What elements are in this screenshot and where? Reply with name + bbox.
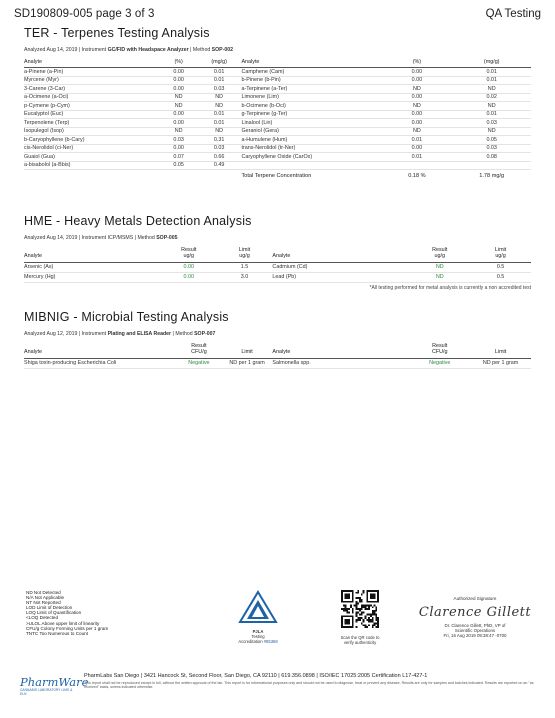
col-mg: (mg/g) xyxy=(199,57,240,68)
analyte-cell: Cadmium (Cd) xyxy=(272,262,409,272)
mg-cell: ND xyxy=(199,102,240,111)
col-limit: Limit xyxy=(222,341,273,358)
col-percent-2: (%) xyxy=(381,57,452,68)
analyte-cell: a-Ocimene (a-Oci) xyxy=(24,93,158,102)
method-label: Method xyxy=(192,47,211,53)
percent-cell xyxy=(381,161,452,170)
spacer-cell xyxy=(199,170,240,182)
mg-cell: 0.01 xyxy=(452,110,531,119)
analyte-cell: trans-Nerolidol (tr-Ner) xyxy=(239,144,381,153)
limit-cell: 3.0 xyxy=(217,272,273,282)
analyte-cell: b-Ocimene (b-Oci) xyxy=(239,102,381,111)
col-result-unit: ug/g xyxy=(434,253,445,260)
pjla-logo-icon xyxy=(238,590,278,624)
qr-code-icon[interactable] xyxy=(341,590,379,628)
microbial-section xyxy=(24,310,531,369)
col-result-label: Result xyxy=(181,247,197,253)
signer-name: Dr. Clarence Gillett, PhD, VP of xyxy=(444,623,506,628)
signature-timestamp: Fri, 16 Aug 2019 09:38:47 -0700 xyxy=(443,633,507,639)
col-limit xyxy=(217,245,273,262)
terpenes-instrument: GC/FID with Headspace Analyzer xyxy=(107,47,189,53)
lab-address: PharmLabs San Diego | 3421 Hancock St, Second Floor, San Diego, CA 92110 | 619.356.0898 | ISO/IEC 17025:2005 Certification L17-427-1 xyxy=(84,673,428,679)
qr-caption-1: Scan the QR code to xyxy=(340,635,380,640)
col-result-unit: CFU/g xyxy=(431,349,448,356)
col-analyte-2: Analyte xyxy=(239,57,381,68)
mg-cell: ND xyxy=(452,85,531,94)
qr-caption-2: verify authenticity xyxy=(343,640,377,645)
mg-cell: 0.01 xyxy=(452,76,531,85)
limit-cell: 0.5 xyxy=(470,272,531,282)
instrument-label: Instrument xyxy=(81,47,107,53)
col-result-label: Result xyxy=(191,343,207,349)
analyte-cell: Camphene (Cam) xyxy=(239,68,381,77)
analyte-cell: a-Pinene (a-Pin) xyxy=(24,68,158,77)
mg-cell: 0.49 xyxy=(199,161,240,170)
analyte-cell: Caryophyllene Oxide (CarOx) xyxy=(239,153,381,162)
page-header xyxy=(14,8,541,24)
signature-block xyxy=(415,596,535,639)
mg-cell: 0.03 xyxy=(452,144,531,153)
analyte-cell: b-Pinene (b-Pin) xyxy=(239,76,381,85)
col-result-2 xyxy=(409,341,470,358)
analyte-cell: p-Cymene (p-Cym) xyxy=(24,102,158,111)
legend-item: TNTC Too Numerous to Count xyxy=(26,630,88,636)
instrument-label: Instrument xyxy=(81,331,107,337)
analyte-cell: a-Humulene (Hum) xyxy=(239,136,381,145)
total-mg: 1.78 mg/g xyxy=(452,170,531,182)
analyte-cell: b-Caryophyllene (b-Cary) xyxy=(24,136,158,145)
percent-cell: 0.00 xyxy=(381,93,452,102)
instrument-label: Instrument xyxy=(81,235,107,241)
percent-cell: ND xyxy=(158,102,199,111)
signature-label: Authorized Signature xyxy=(453,596,497,601)
metals-table xyxy=(24,245,531,283)
legal-disclaimer: This report shall not be reproduced except in full, without the written approval of the lab. This report is for informational purposes only and should not be used to diagnose, treat or prevent any disease. Results are only for samples and batches indicated. Results are reported on an "as received" basis, unless indicated otherwise. xyxy=(84,681,534,690)
analyte-cell: Myrcene (Myr) xyxy=(24,76,158,85)
accreditation-label: Accreditation xyxy=(238,639,263,644)
analyte-cell xyxy=(239,161,381,170)
spacer-cell xyxy=(158,170,199,182)
metals-meta: Analyzed Aug 14, 2019 | Instrument ICP/MSMS | Method SOP-005 xyxy=(24,235,178,241)
legend-item: <LOQ Detected xyxy=(26,615,59,621)
table-row xyxy=(24,144,531,153)
percent-cell: ND xyxy=(158,93,199,102)
table-row xyxy=(24,93,531,102)
analyte-cell: Linalool (Lin) xyxy=(239,119,381,128)
col-result-label: Result xyxy=(432,247,448,253)
pjla-sub: Testing xyxy=(251,634,265,639)
percent-cell: ND xyxy=(381,102,452,111)
col-limit-label: Limit xyxy=(238,247,251,253)
percent-cell: ND xyxy=(381,127,452,136)
method-label: Method xyxy=(137,235,155,241)
logo-tagline: CANNABIS LABORATORY LIMS & ELN xyxy=(20,688,73,696)
abbreviation-legend xyxy=(26,590,108,636)
limit-cell: ND per 1 gram xyxy=(470,358,531,368)
table-header-row xyxy=(24,341,531,358)
analyte-cell: Geraniol (Gera) xyxy=(239,127,381,136)
analyte-cell: g-Terpinene (g-Ter) xyxy=(239,110,381,119)
terpenes-section xyxy=(24,26,531,182)
legend-item: NT Not Reported xyxy=(26,600,61,606)
col-analyte: Analyte xyxy=(24,245,161,262)
analyte-cell: Arsenic (As) xyxy=(24,262,161,272)
report-type: QA Testing xyxy=(485,8,541,20)
mg-cell: 0.05 xyxy=(452,136,531,145)
legend-item: >ULOL Above upper limit of linearity xyxy=(26,620,100,626)
percent-cell: 0.07 xyxy=(158,153,199,162)
table-row xyxy=(24,153,531,162)
percent-cell: ND xyxy=(158,127,199,136)
mg-cell: 0.01 xyxy=(199,76,240,85)
mg-cell xyxy=(452,161,531,170)
terpenes-method: SOP-002 xyxy=(211,47,234,53)
microbial-table xyxy=(24,341,531,369)
microbial-meta: Analyzed Aug 12, 2019 | Instrument Plating and ELISA Reader | Method SOP-007 xyxy=(24,331,216,337)
col-limit-2: Limit xyxy=(470,341,531,358)
mg-cell: 0.01 xyxy=(199,110,240,119)
table-row xyxy=(24,68,531,77)
legend-item: LOD Limit of Detection xyxy=(26,605,73,611)
result-cell: ND xyxy=(409,262,470,272)
mg-cell: 0.03 xyxy=(199,85,240,94)
metals-analyzed-date: Analyzed Aug 14, 2019 xyxy=(24,235,78,241)
percent-cell: 0.00 xyxy=(381,68,452,77)
metals-title: HME - Heavy Metals Detection Analysis xyxy=(24,214,252,228)
col-limit-2 xyxy=(470,245,531,262)
method-label: Method xyxy=(175,331,193,337)
microbial-method: SOP-007 xyxy=(194,331,216,337)
col-analyte: Analyte xyxy=(24,57,158,68)
limit-cell: ND per 1 gram xyxy=(222,358,273,368)
microbial-instrument: Plating and ELISA Reader xyxy=(107,331,172,337)
mg-cell: 0.01 xyxy=(452,68,531,77)
percent-cell: ND xyxy=(381,85,452,94)
analyte-cell: Lead (Pb) xyxy=(272,272,409,282)
mg-cell: 0.31 xyxy=(199,136,240,145)
percent-cell: 0.00 xyxy=(381,110,452,119)
mg-cell: 0.02 xyxy=(452,93,531,102)
analyte-cell: Shiga toxin-producing Escherichia Coli xyxy=(24,358,176,368)
mg-cell: 0.08 xyxy=(452,153,531,162)
col-percent: (%) xyxy=(158,57,199,68)
result-cell: 0.00 xyxy=(161,262,217,272)
mg-cell: ND xyxy=(199,127,240,136)
col-result-unit: CFU/g xyxy=(191,349,207,356)
percent-cell: 0.00 xyxy=(158,68,199,77)
table-row xyxy=(24,161,531,170)
terpenes-analyzed-date: Analyzed Aug 14, 2019 xyxy=(24,47,78,53)
legend-item: LOQ Limit of Quantification xyxy=(26,610,82,616)
handwritten-signature: Clarence Gillett xyxy=(418,605,532,620)
pharmware-logo xyxy=(20,675,89,696)
page-footer xyxy=(20,670,537,698)
analyte-cell: Limonene (Lim) xyxy=(239,93,381,102)
table-row xyxy=(24,85,531,94)
col-result xyxy=(161,245,217,262)
terpenes-table xyxy=(24,57,531,182)
percent-cell: 0.00 xyxy=(381,119,452,128)
percent-cell: 0.00 xyxy=(158,119,199,128)
col-result-label: Result xyxy=(432,343,448,349)
percent-cell: 0.00 xyxy=(381,144,452,153)
table-row xyxy=(24,136,531,145)
mg-cell: ND xyxy=(452,102,531,111)
mg-cell: 0.01 xyxy=(199,68,240,77)
accreditation-number: #85368 xyxy=(263,639,278,644)
col-result-unit: ug/g xyxy=(183,253,195,260)
spacer-cell xyxy=(24,170,158,182)
col-analyte: Analyte xyxy=(24,341,176,358)
percent-cell: 0.05 xyxy=(158,161,199,170)
metals-method: SOP-005 xyxy=(156,235,178,241)
result-cell: 0.00 xyxy=(161,272,217,282)
col-limit-unit: ug/g xyxy=(239,253,250,260)
table-row xyxy=(24,127,531,136)
analyte-cell: a-Terpinene (a-Ter) xyxy=(239,85,381,94)
total-label: Total Terpene Concentration xyxy=(239,170,381,182)
col-result xyxy=(176,341,222,358)
table-row xyxy=(24,262,531,272)
result-cell: Negative xyxy=(176,358,222,368)
percent-cell: 0.01 xyxy=(381,153,452,162)
total-row xyxy=(24,170,531,182)
analyte-cell: Eucalyptol (Euc) xyxy=(24,110,158,119)
percent-cell: 0.00 xyxy=(158,76,199,85)
mg-cell: ND xyxy=(452,127,531,136)
analyte-cell: Terpenolene (Terp) xyxy=(24,119,158,128)
terpenes-title: TER - Terpenes Testing Analysis xyxy=(24,26,210,40)
analyte-cell: 3-Carene (3-Car) xyxy=(24,85,158,94)
analyte-cell: a-bisabolol (a-Bbis) xyxy=(24,161,158,170)
qr-block xyxy=(337,590,383,645)
table-header-row xyxy=(24,57,531,68)
result-cell: ND xyxy=(409,272,470,282)
table-row xyxy=(24,110,531,119)
limit-cell: 0.5 xyxy=(470,262,531,272)
metals-instrument: ICP/MSMS xyxy=(107,235,134,241)
table-row xyxy=(24,102,531,111)
mg-cell: 0.03 xyxy=(452,119,531,128)
terpenes-meta: Analyzed Aug 14, 2019 | Instrument GC/FID with Headspace Analyzer | Method SOP-002 xyxy=(24,47,234,53)
table-header-row xyxy=(24,245,531,262)
analyte-cell: Guaiol (Gua) xyxy=(24,153,158,162)
col-result-2 xyxy=(409,245,470,262)
analyte-cell: cis-Nerolidol (ci-Ner) xyxy=(24,144,158,153)
accreditation-line xyxy=(226,639,290,644)
metals-note: *All testing performed for metal analysis is currently a non accredited test xyxy=(369,284,531,291)
mg-cell: ND xyxy=(199,93,240,102)
col-limit-unit: ug/g xyxy=(495,253,506,260)
legend-item: ND Not Detected xyxy=(26,590,61,595)
report-id: SD190809-005 page 3 of 3 xyxy=(14,8,155,20)
total-percent: 0.18 % xyxy=(381,170,452,182)
col-limit-label: Limit xyxy=(494,247,507,253)
microbial-title: MIBNIG - Microbial Testing Analysis xyxy=(24,310,229,324)
percent-cell: 0.00 xyxy=(381,76,452,85)
metals-section xyxy=(24,214,531,291)
percent-cell: 0.00 xyxy=(158,110,199,119)
percent-cell: 0.00 xyxy=(158,144,199,153)
microbial-analyzed-date: Analyzed Aug 12, 2019 xyxy=(24,331,78,337)
pjla-org: PJLA xyxy=(252,629,264,634)
legend-item: N/A Not Applicable xyxy=(26,595,65,601)
table-row xyxy=(24,358,531,368)
result-cell: Negative xyxy=(409,358,470,368)
table-row xyxy=(24,119,531,128)
analyte-cell: Isopulegol (Isop) xyxy=(24,127,158,136)
col-mg-2: (mg/g) xyxy=(452,57,531,68)
mg-cell: 0.66 xyxy=(199,153,240,162)
col-analyte-2: Analyte xyxy=(272,245,409,262)
analyte-cell: Mercury (Hg) xyxy=(24,272,161,282)
analyte-cell: Salmonella spp. xyxy=(272,358,409,368)
table-row xyxy=(24,76,531,85)
mg-cell: 0.01 xyxy=(199,119,240,128)
legend-item: CFU/g Colony Forming Units per 1 gram xyxy=(26,625,109,631)
table-row xyxy=(24,272,531,282)
accreditation-block xyxy=(226,590,290,644)
col-analyte-2: Analyte xyxy=(272,341,409,358)
mg-cell: 0.03 xyxy=(199,144,240,153)
percent-cell: 0.03 xyxy=(158,136,199,145)
limit-cell: 1.5 xyxy=(217,262,273,272)
percent-cell: 0.01 xyxy=(381,136,452,145)
percent-cell: 0.00 xyxy=(158,85,199,94)
logo-wordmark: PharmWare xyxy=(20,675,89,689)
signer-title: Scientific Operations xyxy=(454,628,496,634)
